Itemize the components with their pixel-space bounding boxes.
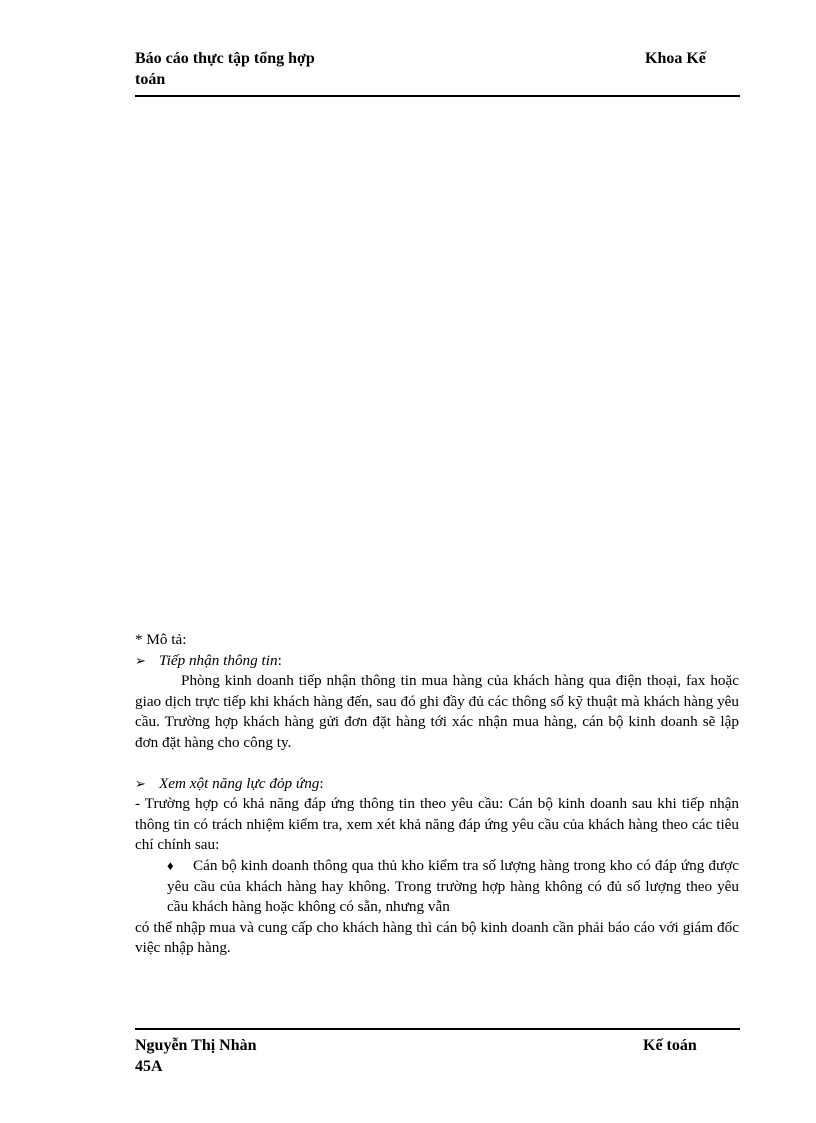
arrowhead-bullet-icon: ➢ bbox=[135, 652, 146, 668]
footer-department: Kế toán bbox=[643, 1037, 697, 1054]
mo-ta-label: * Mô tả: bbox=[135, 631, 187, 648]
bullet-title: Xem xột năng lực đỏp ứng bbox=[159, 774, 320, 792]
paragraph: Cán bộ kinh doanh thông qua thủ kho kiểm tra số lượng hàng trong kho có đáp ứng được yêu cầu của khách hàng hay không. Trong trường hợp hàng không có đủ số lượng theo yêu cầu khách hàng hoặc không có sẵn, nhưng vẫn bbox=[167, 856, 739, 916]
paragraph: có thể nhập mua và cung cấp cho khách hàng thì cán bộ kinh doanh cần phải báo cáo với giám đốc việc nhập hàng. bbox=[135, 918, 739, 957]
header-title-continued: toán bbox=[135, 71, 166, 88]
page-header bbox=[135, 49, 740, 97]
page-footer bbox=[135, 1028, 740, 1075]
bullet-colon: : bbox=[319, 774, 324, 792]
paragraph: - Trường hợp có khả năng đáp ứng thông tin theo yêu cầu: Cán bộ kinh doanh sau khi tiếp nhận thông tin có trách nhiệm kiểm tra, xem xét khả năng đáp ứng yêu cầu của khách hàng theo các tiêu chí chính sau: bbox=[135, 795, 739, 854]
bullet-tiep-nhan bbox=[135, 651, 739, 672]
footer-author: Nguyễn Thị Nhàn bbox=[135, 1037, 257, 1054]
header-department: Khoa Kế bbox=[645, 50, 706, 67]
bullet-colon: : bbox=[277, 651, 282, 669]
diamond-bullet-icon: ♦ bbox=[167, 857, 174, 873]
bullet-xem-xet bbox=[135, 774, 739, 795]
paragraph: Phòng kinh doanh tiếp nhận thông tin mua hàng của khách hàng qua điện thoại, fax hoặc giao dịch trực tiếp khi khách hàng đến, sau đó ghi đầy đủ các thông số kỹ thuật mà khách hàng yêu cầu. Trường hợp khách hàng gửi đơn đặt hàng tới xác nhận mua hàng, cán bộ kinh doanh sẽ lập đơn đặt hàng cho công ty. bbox=[135, 672, 739, 751]
header-title: Báo cáo thực tập tổng hợp bbox=[135, 50, 315, 67]
diamond-item bbox=[135, 856, 739, 918]
bullet-title: Tiếp nhận thông tin bbox=[159, 651, 278, 669]
document-body bbox=[135, 630, 739, 959]
footer-class: 45A bbox=[135, 1058, 163, 1075]
arrowhead-bullet-icon: ➢ bbox=[135, 775, 146, 791]
